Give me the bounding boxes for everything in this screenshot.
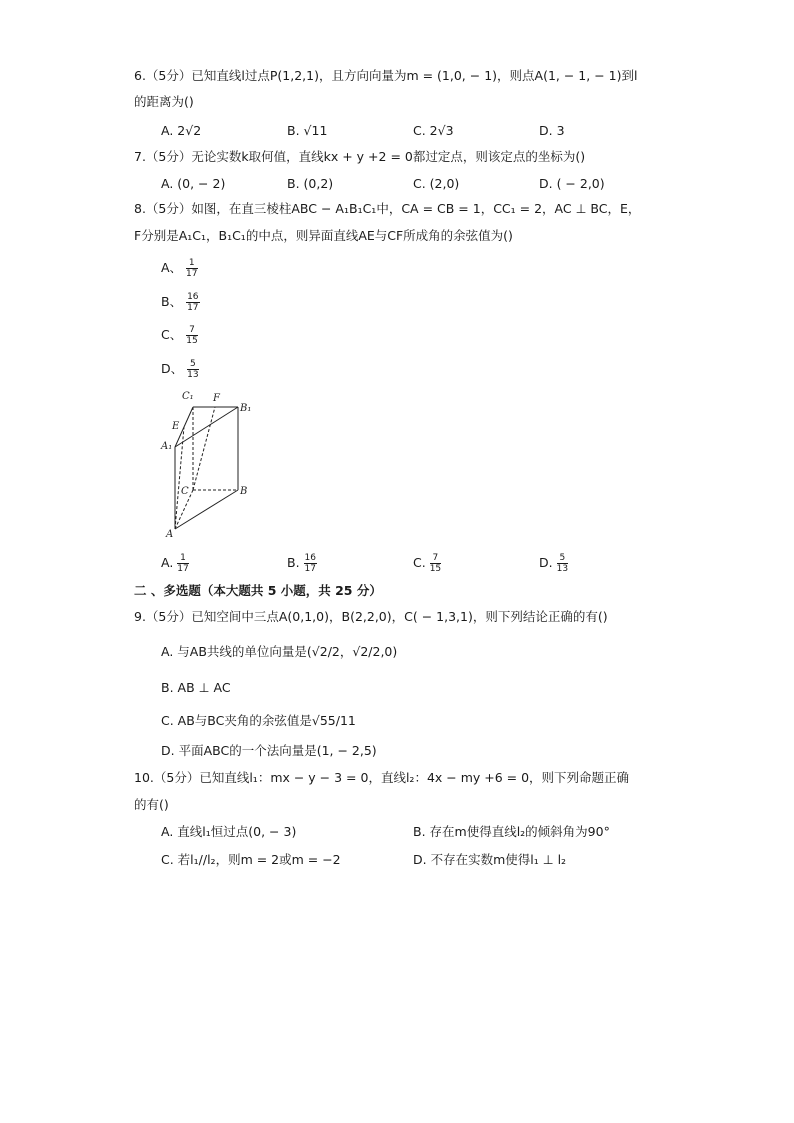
fraction: $\frac{16}{17}$ bbox=[304, 553, 316, 574]
q6-option-b: B. √11 bbox=[287, 123, 328, 138]
label-b: B bbox=[240, 486, 248, 497]
q7-stem: 7.（5分）无论实数k取何值，直线kx + y +2 = 0都过定点，则该定点的坐标为() bbox=[134, 149, 586, 164]
fraction: $\frac{5}{13}$ bbox=[187, 359, 199, 380]
q8-list-option-c bbox=[161, 325, 198, 346]
q8-list-option-a bbox=[161, 258, 198, 279]
q9-option-c: C. AB与BC夹角的余弦值是√55/11 bbox=[161, 713, 356, 728]
label-c1: C₁ bbox=[182, 391, 194, 402]
q7-option-b: B. (0,2) bbox=[287, 176, 334, 191]
q8-list-option-label: B、 bbox=[161, 294, 183, 309]
label-e: E bbox=[172, 421, 180, 432]
label-a: A bbox=[166, 529, 174, 540]
fraction: $\frac{7}{15}$ bbox=[186, 325, 198, 346]
q10-stem-line1: 10.（5分）已知直线l₁：mx − y − 3 = 0，直线l₂：4x − my +6 = 0，则下列命题正确 bbox=[134, 770, 630, 785]
q8-row-option-label: C. bbox=[413, 555, 426, 570]
q8-row-option-d bbox=[539, 553, 568, 574]
q10-option-d: D. 不存在实数m使得l₁ ⊥ l₂ bbox=[413, 852, 567, 867]
prism-figure bbox=[155, 385, 265, 545]
q6-stem-line1: 6.（5分）已知直线l过点P(1,2,1)，且方向向量为m = (1,0, − 1)，则点A(1, − 1, − 1)到l bbox=[134, 68, 638, 83]
label-a1: A₁ bbox=[161, 441, 173, 452]
q9-option-d: D. 平面ABC的一个法向量是(1, − 2,5) bbox=[161, 743, 377, 758]
q7-option-d: D. ( − 2,0) bbox=[539, 176, 605, 191]
q8-row-option-label: D. bbox=[539, 555, 553, 570]
q10-option-c: C. 若l₁//l₂，则m = 2或m = −2 bbox=[161, 852, 341, 867]
q8-list-option-label: D、 bbox=[161, 361, 184, 376]
q8-stem-line2: F分别是A₁C₁，B₁C₁的中点，则异面直线AE与CF所成角的余弦值为() bbox=[134, 228, 513, 243]
q10-stem-line2: 的有() bbox=[134, 797, 169, 812]
q6-option-d: D. 3 bbox=[539, 123, 565, 138]
q9-option-a: A. 与AB共线的单位向量是(√2/2，√2/2,0) bbox=[161, 644, 398, 659]
q6-option-a: A. 2√2 bbox=[161, 123, 202, 138]
q7-option-a: A. (0, − 2) bbox=[161, 176, 226, 191]
label-f: F bbox=[213, 393, 220, 404]
segment-a-e bbox=[175, 427, 184, 529]
q7-option-c: C. (2,0) bbox=[413, 176, 460, 191]
q6-option-c: C. 2√3 bbox=[413, 123, 454, 138]
label-c: C bbox=[181, 486, 189, 497]
fraction: $\frac{7}{15}$ bbox=[429, 553, 442, 574]
q8-stem-line1: 8.（5分）如图，在直三棱柱ABC − A₁B₁C₁中，CA = CB = 1，CC₁ = 2，AC ⊥ BC，E， bbox=[134, 201, 641, 216]
fraction: $\frac{16}{17}$ bbox=[187, 292, 199, 313]
label-b1: B₁ bbox=[240, 403, 252, 414]
q8-row-option-label: A. bbox=[161, 555, 174, 570]
fraction: $\frac{5}{13}$ bbox=[556, 553, 569, 574]
q8-list-option-label: C、 bbox=[161, 327, 183, 342]
q6-stem-line2: 的距离为() bbox=[134, 94, 194, 109]
q10-option-b: B. 存在m使得直线l₂的倾斜角为90° bbox=[413, 824, 610, 839]
q8-row-option-c bbox=[413, 553, 441, 574]
q8-list-option-d bbox=[161, 359, 199, 380]
q10-option-a: A. 直线l₁恒过点(0, − 3) bbox=[161, 824, 297, 839]
q8-list-option-label: A、 bbox=[161, 260, 183, 275]
q9-option-b: B. AB ⊥ AC bbox=[161, 680, 231, 695]
fraction: $\frac{1}{17}$ bbox=[177, 553, 189, 574]
q8-list-option-b bbox=[161, 292, 200, 313]
q8-row-option-a bbox=[161, 553, 189, 574]
fraction: $\frac{1}{17}$ bbox=[186, 258, 198, 279]
segment-c-f bbox=[193, 407, 215, 490]
section-heading: 二 、多选题（本大题共 5 小题，共 25 分） bbox=[134, 583, 382, 598]
q8-row-option-b bbox=[287, 553, 317, 574]
q8-row-option-label: B. bbox=[287, 555, 300, 570]
q9-stem: 9.（5分）已知空间中三点A(0,1,0)，B(2,2,0)，C( − 1,3,1)，则下列结论正确的有() bbox=[134, 609, 608, 624]
